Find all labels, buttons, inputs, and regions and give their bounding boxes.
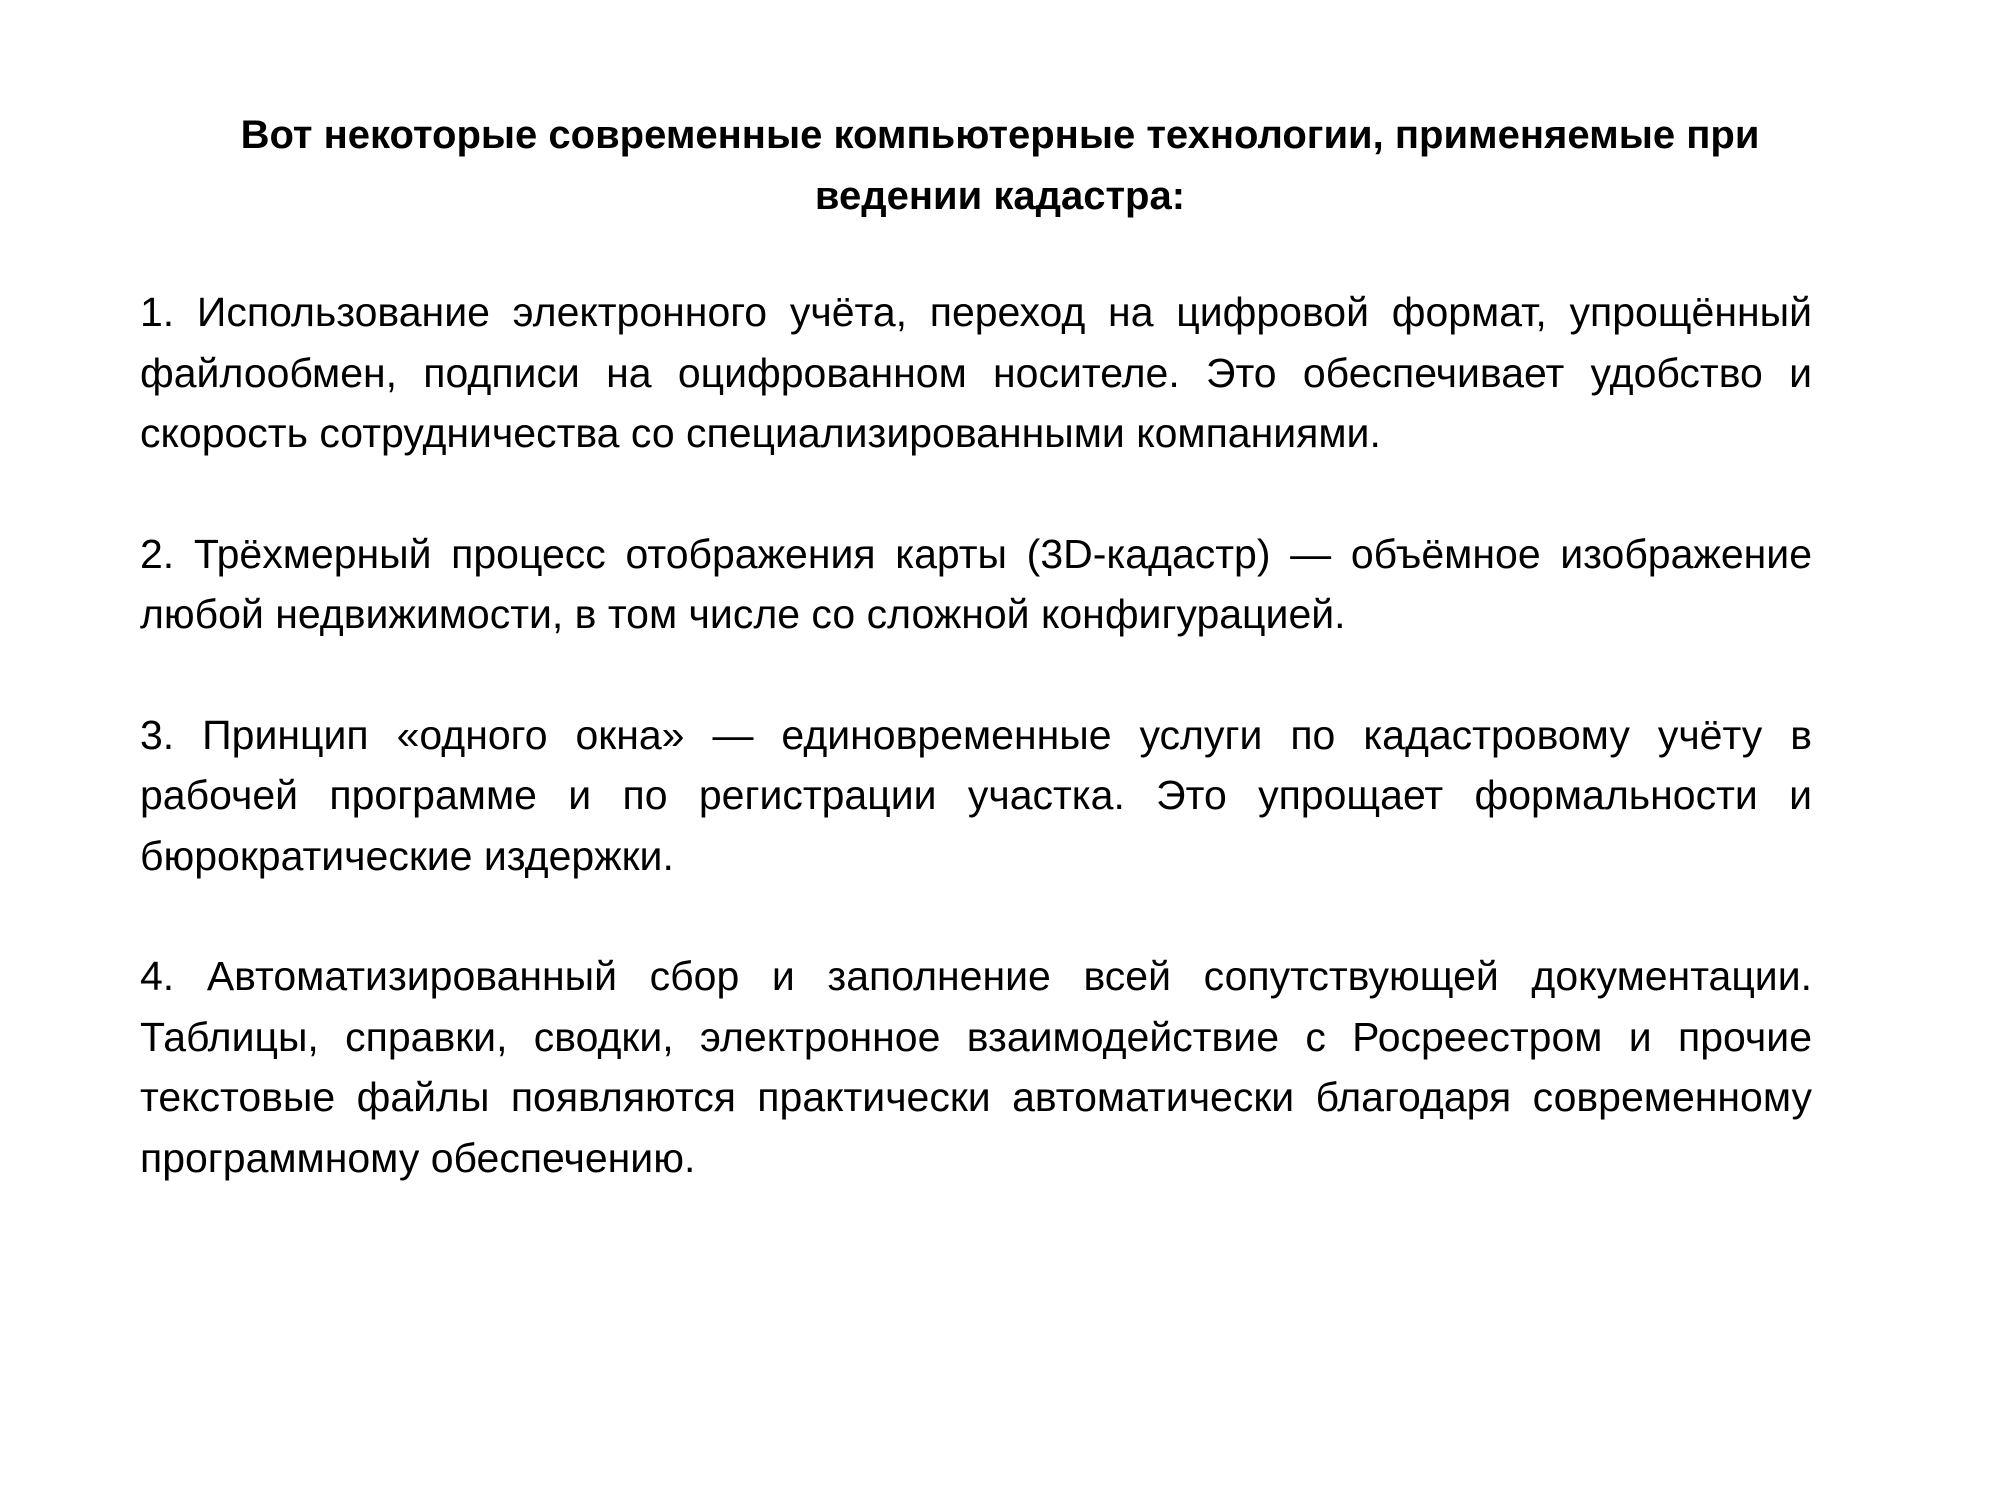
list-item: 1. Использование электронного учёта, переход на цифровой формат, упрощённый файлообмен, подписи на оцифрованном носителе. Это обеспечивает удобство и скорость сотрудничества со специализированными компаниями. bbox=[140, 289, 1812, 456]
list-item: 3. Принцип «одного окна» — единовременные услуги по кадастровому учёту в рабочей программе и по регистрации участка. Это упрощает формальности и бюрократические издержки. bbox=[140, 711, 1812, 879]
technology-list bbox=[140, 282, 1812, 1248]
slide-title: Вот некоторые современные компьютерные технологии, применяемые при ведении кадастра: bbox=[240, 113, 1760, 218]
list-item: 2. Трёхмерный процесс отображения карты (3D-кадастр) — объёмное изображение любой недвижимости, в том числе со сложной конфигурацией. bbox=[140, 530, 1812, 637]
list-item: 4. Автоматизированный сбор и заполнение всей сопутствующей документации. Таблицы, справки, сводки, электронное взаимодействие с Росреестром и прочие текстовые файлы появляются практически автоматически благодаря современному программному обеспечению. bbox=[140, 953, 1812, 1181]
